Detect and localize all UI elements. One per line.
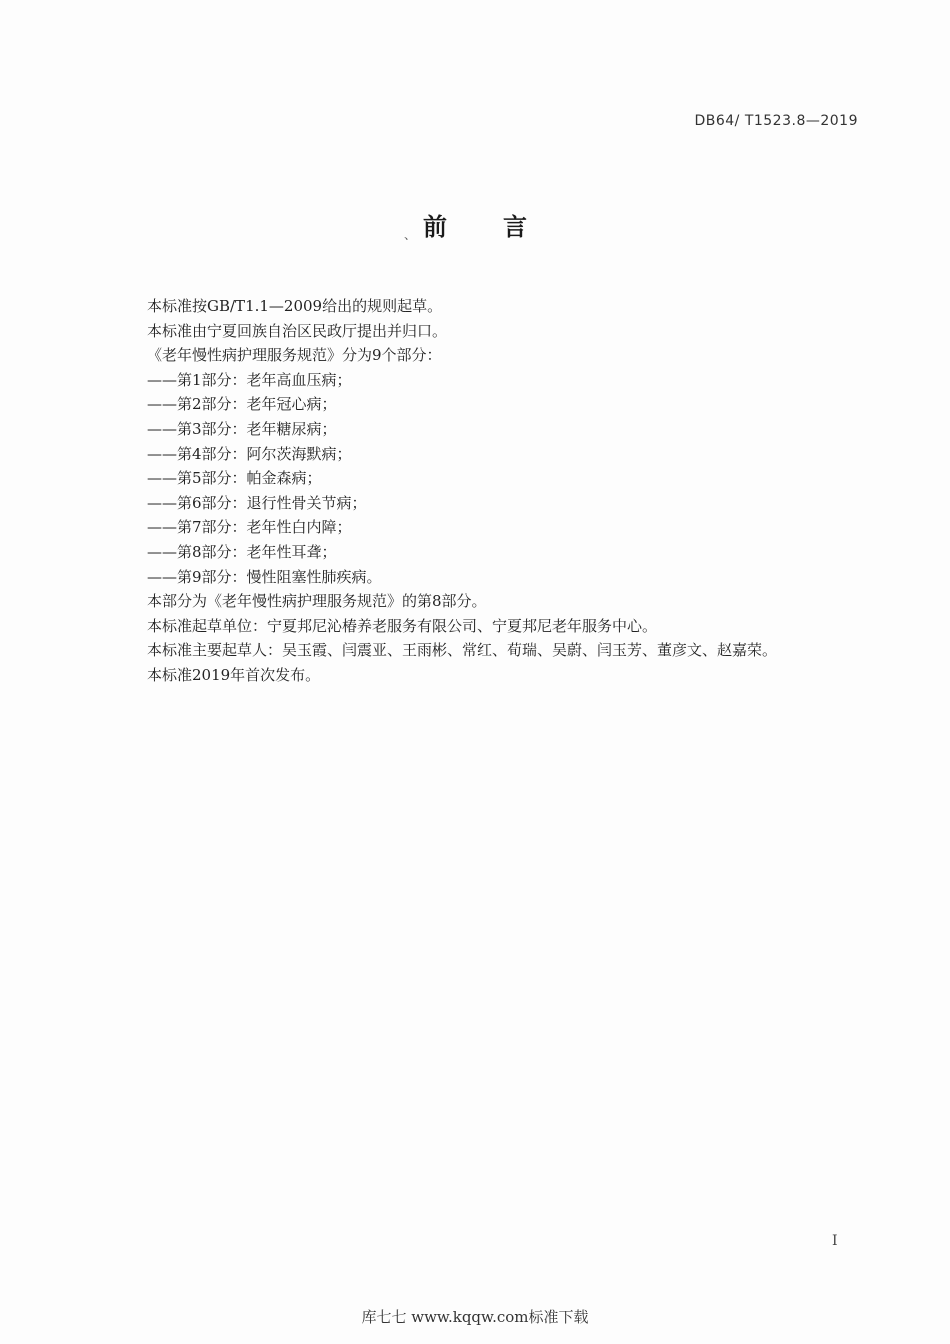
page-title: [0, 207, 950, 242]
body-line: 《老年慢性病护理服务规范》分为9个部分：: [147, 346, 442, 365]
part-list-item: ——第8部分：老年性耳聋；: [147, 542, 337, 561]
part-list-item: ——第5部分：帕金森病；: [147, 469, 322, 488]
part-list-item: ——第4部分：阿尔茨海默病；: [147, 444, 352, 463]
body-line: 本标准起草单位：宁夏邦尼沁椿养老服务有限公司、宁夏邦尼老年服务中心。: [147, 616, 658, 635]
part-list-item: ——第9部分：慢性阻塞性肺疾病。: [147, 567, 382, 586]
body-line: 本标准主要起草人：吴玉霞、闫震亚、王雨彬、常红、荀瑞、吴蔚、闫玉芳、董彦文、赵嘉荣。: [147, 641, 778, 660]
document-code: DB64/ T1523.8—2019: [694, 113, 858, 129]
body-line: 本标准按GB/T1.1—2009给出的规则起草。: [147, 297, 443, 315]
part-list-item: ——第6部分：退行性骨关节病；: [147, 493, 367, 512]
body-line: 本标准由宁夏回族自治区民政厅提出并归口。: [147, 321, 448, 340]
part-list-item: ——第1部分：老年高血压病；: [147, 370, 352, 389]
title-mark: 、: [404, 228, 417, 242]
part-list-item: ——第2部分：老年冠心病；: [147, 395, 337, 414]
body-line: 本部分为《老年慢性病护理服务规范》的第8部分。: [147, 592, 487, 611]
page-number: I: [832, 1233, 838, 1249]
body-line: 本标准2019年首次发布。: [147, 665, 321, 684]
part-list-item: ——第7部分：老年性白内障；: [147, 518, 352, 537]
title-char-1: 前: [423, 213, 447, 241]
title-char-2: 言: [503, 213, 527, 241]
foreword-body: [147, 294, 867, 688]
part-list-item: ——第3部分：老年糖尿病；: [147, 419, 337, 438]
footer-watermark: 库七七 www.kqqw.com标准下载: [361, 1308, 589, 1326]
